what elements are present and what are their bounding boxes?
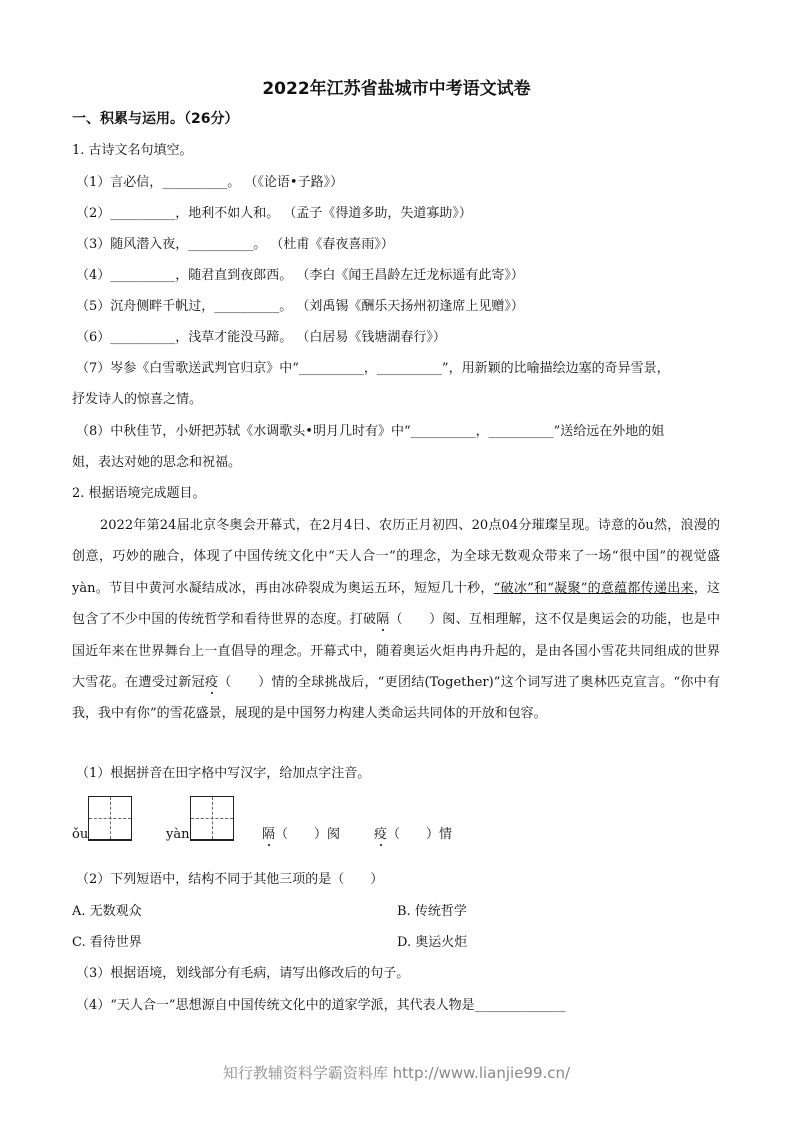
tianzige-baseline-1	[88, 840, 132, 841]
exam-title: 2022年江苏省盐城市中考语文试卷	[262, 79, 531, 99]
option-a[interactable]: A. 无数观众	[72, 904, 142, 919]
question-2-stem: 2. 根据语境完成题目。	[72, 486, 206, 501]
tianzige-box-1[interactable]	[88, 796, 132, 840]
q1-item-1: （1）言必信，__________。 （《论语•子路》）	[76, 175, 344, 190]
q1-item-3: （3）随风潜入夜，__________。 （杜甫《春夜喜雨》）	[76, 237, 394, 252]
reading-passage: 2022年第24届北京冬奥会开幕式，在2月4日、农历正月初四、20点04分璀璨呈现。诗意的ǒu然，浪漫的创意，巧妙的融合，体现了中国传统文化中“天人合一”的理念，为全球无数观众带来了一场“很中国”的视觉盛yàn。节目中黄河水凝结成冰，再由冰砕裂成为奥运五环，短短几十秒，“破冰”和“凝聚”的意蕴都传递出来，这包含了不少中国的传统哲学和看待世界的态度。打破隔（ ）阂、互相理解，这不仅是奥运会的功能，也是中国近年来在世界舞台上一直倡导的理念。开幕式中，随着奥运火炬冉冉升起的，是由各国小雪花共同组成的世界大雪花。在遭受过新冠疫（ ）情的全球挑战后，“更团结(Together)”这个词写进了奥林匹克宣言。“你中有我，我中有你”的雪花盛景，展现的是中国努力构建人类命运共同体的开放和包容。	[72, 518, 720, 722]
footer-watermark: 知行教辅资料学霸资料库 http://www.lianjie99.cn/	[222, 1064, 571, 1082]
q1-item-6: （6）__________，浅草才能没马蹄。 （白居易《钱塘湖春行》）	[76, 330, 446, 345]
tianzige-baseline-2	[190, 840, 234, 841]
q2-sub-3: （3）根据语境，划线部分有毛病，请写出修改后的句子。	[76, 966, 410, 981]
q2-sub-2: （2）下列短语中，结构不同于其他三项的是（ ）	[76, 872, 384, 887]
q1-item-8: （8）中秋佳节，小妍把苏轼《水调歌头•明月几时有》中“__________，__________”送给远在外地的姐	[76, 424, 665, 439]
dotted-word-yiqing: 疫（ ）情	[374, 827, 453, 842]
question-1-stem: 1. 古诗文名句填空。	[72, 143, 193, 158]
option-d[interactable]: D. 奥运火炬	[397, 935, 468, 950]
q1-item-8-cont: 姐，表达对她的思念和祝福。	[72, 455, 242, 470]
q1-item-4: （4）__________，随君直到夜郎西。 （李白《闻王昌龄左迁龙标遥有此寄》）	[76, 268, 524, 283]
q1-item-2: （2）__________，地利不如人和。 （孟子《得道多助，失道寡助》）	[76, 206, 472, 221]
dotted-char-yi: 疫	[204, 675, 219, 691]
q2-sub-1: （1）根据拼音在田字格中写汉字，给加点字注音。	[76, 766, 371, 781]
dotted-char-ge: 隔	[376, 612, 390, 628]
option-c[interactable]: C. 看待世界	[72, 935, 142, 950]
q1-item-7: （7）岑参《白雪歌送武判官归京》中“__________，__________”，用新颖的比喻描绘边塞的奇异雪景，	[76, 361, 670, 376]
pinyin-ou: ǒu	[72, 827, 89, 842]
dotted-word-geh-e: 隔（ ）阂	[262, 827, 341, 842]
tianzige-box-2[interactable]	[190, 796, 234, 840]
option-b[interactable]: B. 传统哲学	[397, 904, 467, 919]
q2-sub-4: （4）“天人合一”思想源自中国传统文化中的道家学派，其代表人物是______________	[76, 998, 566, 1013]
underlined-phrase: “破冰”和“凝聚”的意蕴都传递出来	[493, 580, 694, 596]
section-heading: 一、积累与运用。（26分）	[72, 111, 239, 127]
pinyin-yan: yàn	[166, 827, 190, 842]
q1-item-5: （5）沉舟侧畔千帆过，__________。 （刘禹锡《酬乐天扬州初逢席上见赠》）	[76, 299, 524, 314]
q1-item-7-cont: 抒发诗人的惊喜之情。	[72, 392, 203, 407]
